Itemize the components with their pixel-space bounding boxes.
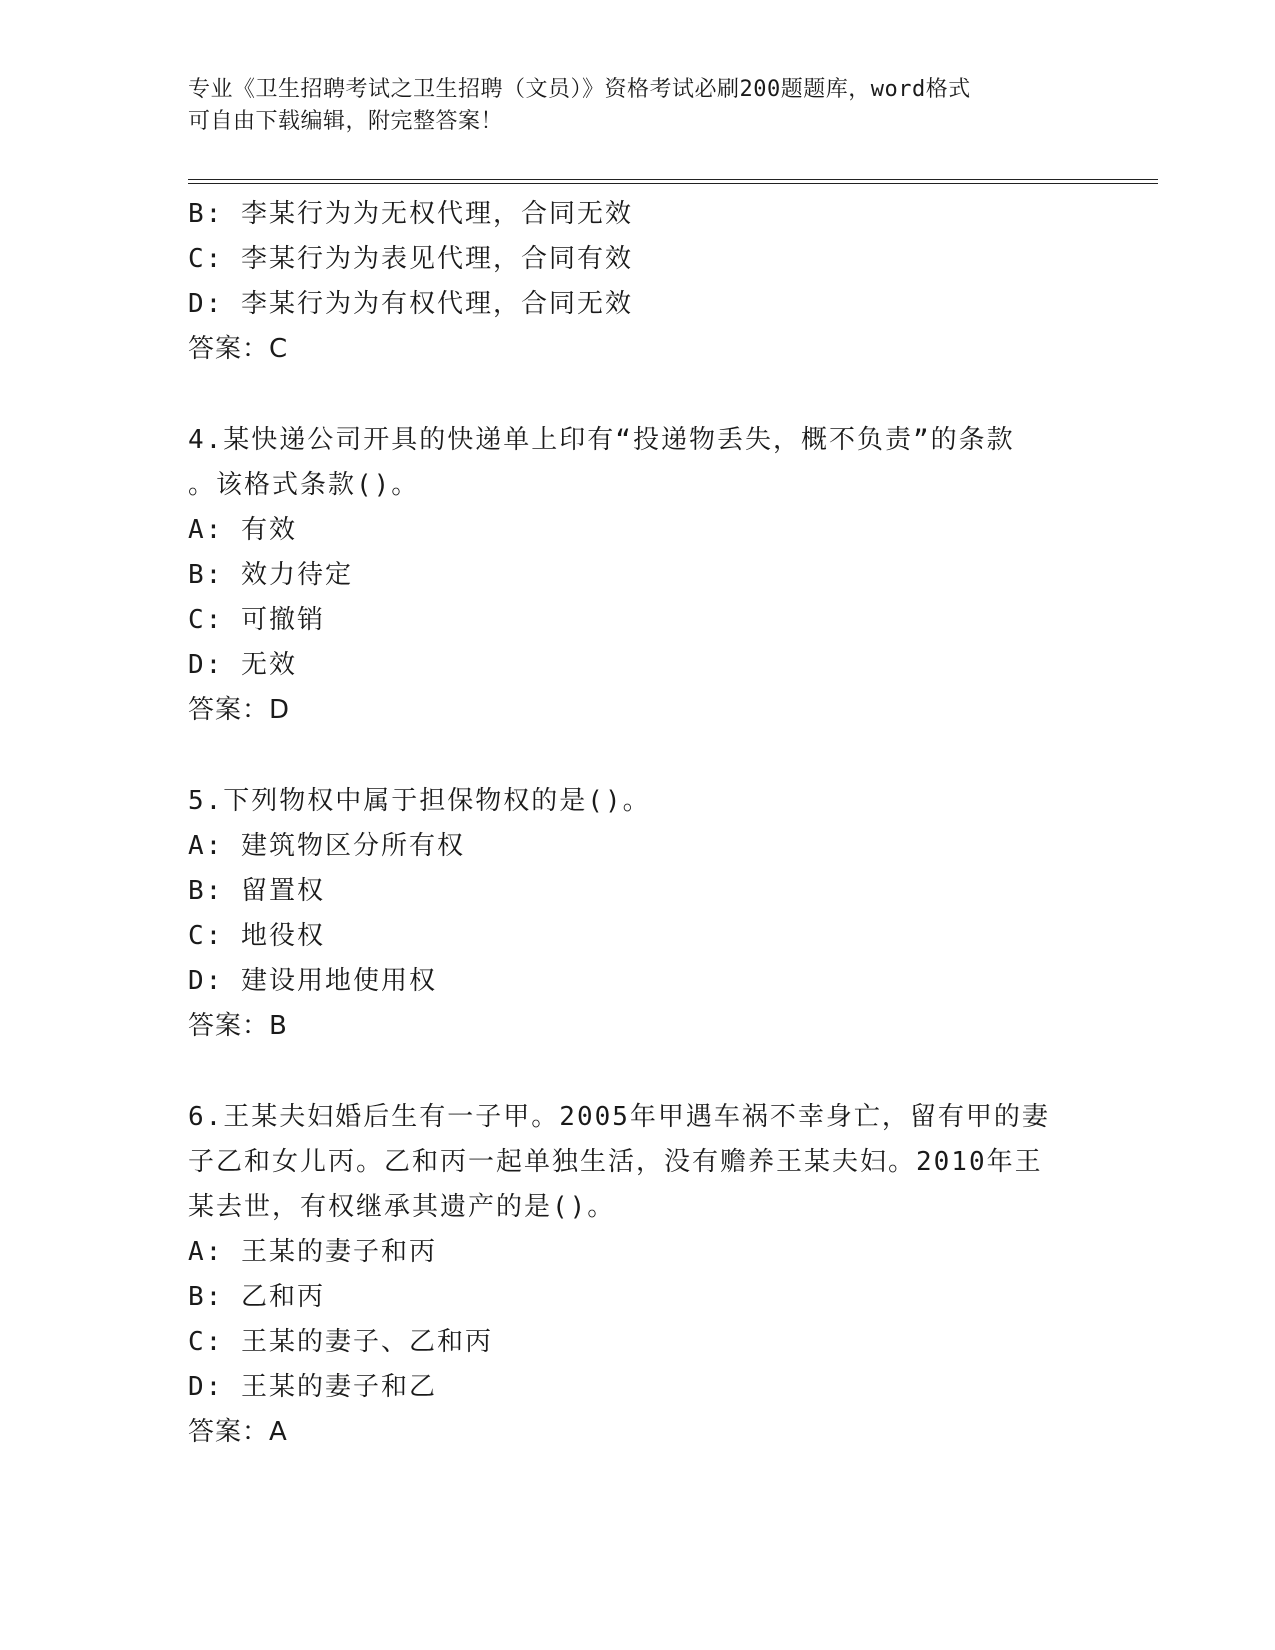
header-line-1: 专业《卫生招聘考试之卫生招聘（文员）》资格考试必刷200题题库，word格式: [188, 77, 971, 102]
option-d: D: 李某行为为有权代理，合同无效: [188, 289, 633, 319]
question-text-line: 4.某快递公司开具的快递单上印有“投递物丢失，概不负责”的条款: [188, 425, 1015, 455]
option-d: D: 无效: [188, 650, 297, 680]
question-text-line: 。该格式条款()。: [188, 470, 420, 500]
continued-question: [188, 192, 1078, 372]
option-b: B: 留置权: [188, 876, 325, 906]
question-6: [188, 1095, 1078, 1455]
question-content: [188, 192, 1078, 1455]
answer: 答案：B: [188, 1011, 288, 1041]
question-5: [188, 779, 1078, 1049]
question-text-line: 5.下列物权中属于担保物权的是()。: [188, 786, 651, 816]
option-b: B: 效力待定: [188, 560, 353, 590]
option-a: A: 建筑物区分所有权: [188, 831, 465, 861]
option-d: D: 王某的妻子和乙: [188, 1372, 437, 1402]
option-c: C: 地役权: [188, 921, 325, 951]
answer: 答案：A: [188, 1417, 288, 1447]
header-rule-top: [188, 179, 1158, 180]
option-b: B: 李某行为为无权代理，合同无效: [188, 199, 633, 229]
option-c: C: 可撤销: [188, 605, 325, 635]
header-rule-bottom: [188, 183, 1158, 184]
question-text-line: 6.王某夫妇婚后生有一子甲。2005年甲遇车祸不幸身亡，留有甲的妻: [188, 1102, 1050, 1132]
answer: 答案：D: [188, 695, 291, 725]
document-header: [188, 74, 1068, 138]
option-a: A: 王某的妻子和丙: [188, 1237, 437, 1267]
option-d: D: 建设用地使用权: [188, 966, 437, 996]
option-a: A: 有效: [188, 515, 297, 545]
question-4: [188, 418, 1078, 733]
option-c: C: 王某的妻子、乙和丙: [188, 1327, 493, 1357]
question-text-line: 某去世，有权继承其遗产的是()。: [188, 1192, 616, 1222]
option-b: B: 乙和丙: [188, 1282, 325, 1312]
header-line-2: 可自由下载编辑，附完整答案！: [188, 109, 504, 134]
option-c: C: 李某行为为表见代理，合同有效: [188, 244, 633, 274]
question-text-line: 子乙和女儿丙。乙和丙一起单独生活，没有赡养王某夫妇。2010年王: [188, 1147, 1043, 1177]
answer: 答案：C: [188, 334, 289, 364]
